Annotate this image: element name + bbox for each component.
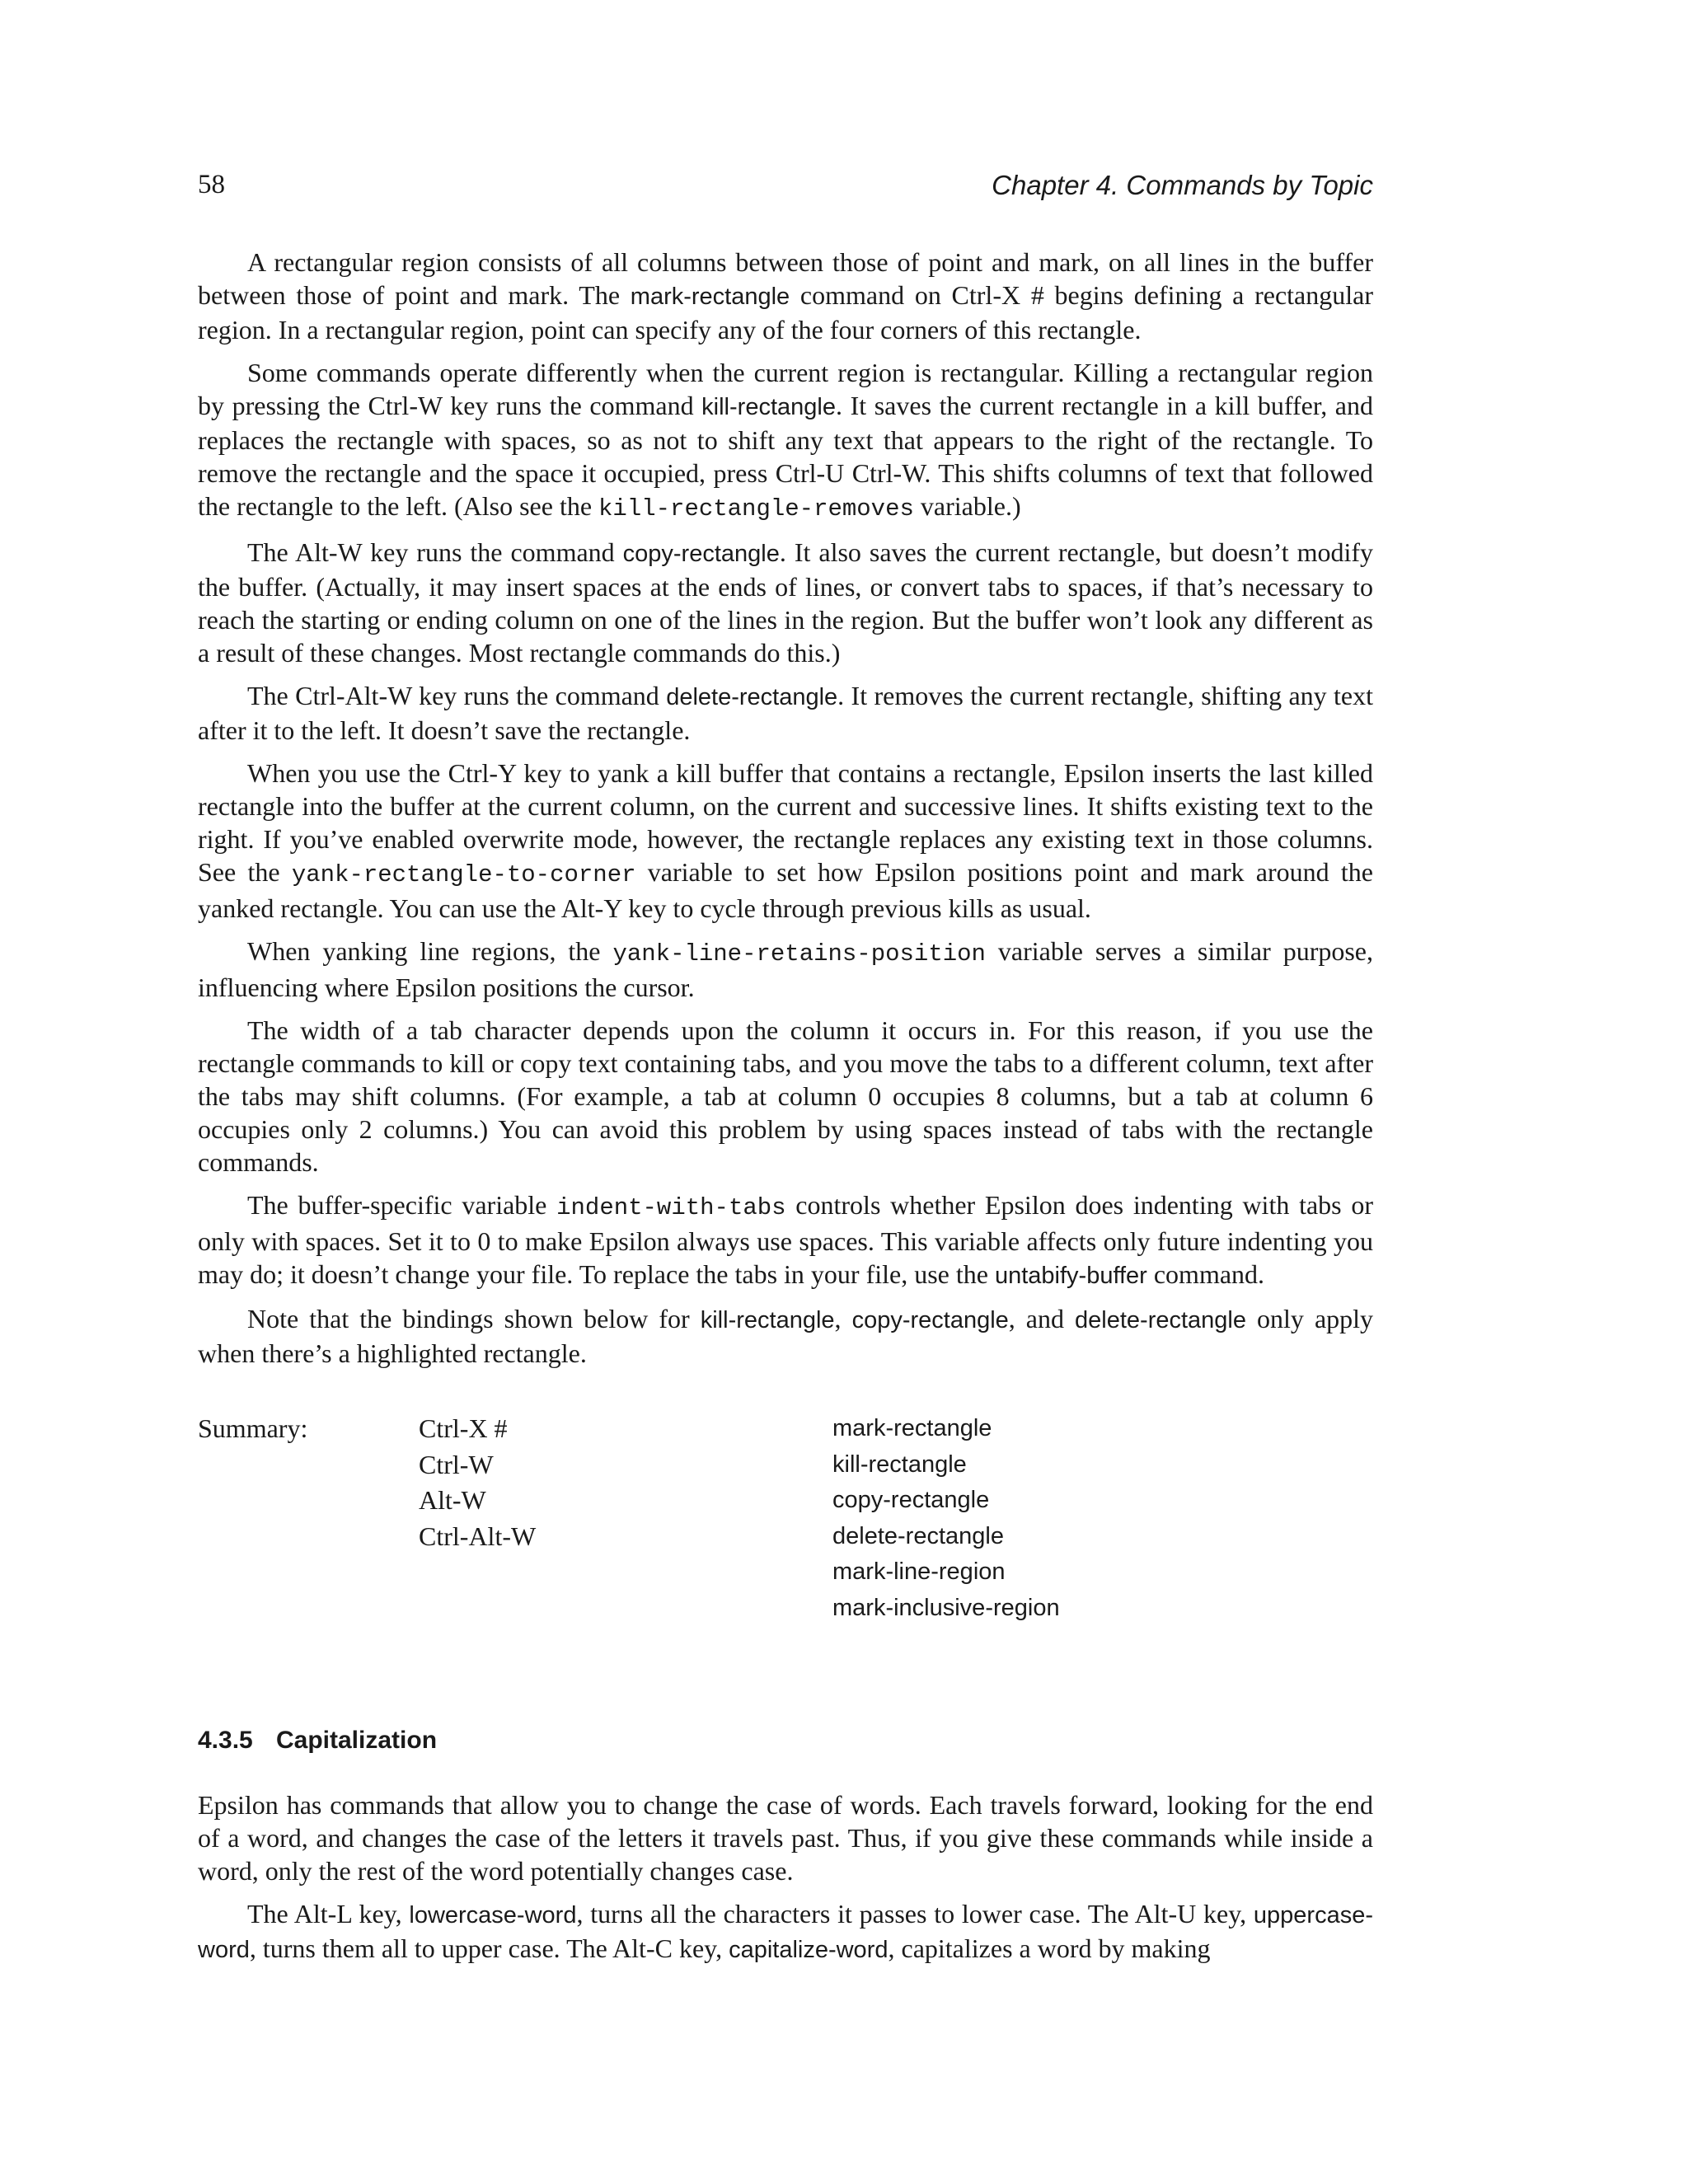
section-heading [198,1724,1373,1757]
text: . It saves the current rectangle in a kill buffer, and replaces the rectangle with spaces, so as not to shift any text that appears to the right of the rectangle. To remove the rectangle and the space it occupied, press Ctrl-U Ctrl-W. This shifts columns of text that followed the rectangle to the left. (Also see the [198,391,1374,521]
text: The width of a tab character depends upon the column it occurs in. For this reason, if you use the rectangle commands to kill or copy text containing tabs, and you move the tabs to a different column, text after the tabs may shift columns. (For example, a tab at column 0 occupies 8 columns, but a tab at column 6 occupies only 2 columns.) You can avoid this problem by using spaces instead of tabs with the rectangle commands. [198,1015,1373,1177]
paragraph-yank-line-regions [198,935,1373,1004]
text: , and [1008,1304,1076,1333]
text: variable serves a similar purpose, influencing where Epsilon positions the cursor. [198,936,1374,1002]
command-name: kill-rectangle [700,1307,835,1333]
text: command. [1146,1259,1265,1289]
text: The Alt-W key runs the command [247,537,623,567]
summary-key: Alt-W [419,1485,486,1515]
text: . It also saves the current rectangle, but doesn’t modify the buffer. (Actually, it may insert spaces at the ends of lines, or convert tabs to spaces, if that’s necessary to reach the starting or ending column on one of the lines in the region. But the buffer won’t look any different as a result of these changes. Most rectangle commands do this.) [198,537,1374,668]
text: only apply when there’s a highlighted rectangle. [198,1304,1374,1368]
summary-key: Ctrl-W [419,1449,494,1479]
paragraph-yank-rectangle [198,757,1373,925]
paragraph-copy-rectangle [198,536,1373,669]
variable-name: indent-with-tabs [556,1194,786,1221]
page-header [198,170,1373,206]
text: Some commands operate differently when the current region is rectangular. Killing a rectangular region by pressing the Ctrl-W key runs the command [198,358,1373,420]
text: . It removes the current rectangle, shifting any text after it to the left. It doesn’t save the rectangle. [198,681,1374,745]
paragraph-delete-rectangle [198,679,1373,747]
text: variable.) [913,491,1021,521]
page-number: 58 [198,170,225,199]
command-summary [198,1411,1373,1633]
text: , turns all the characters it passes to lower case. The Alt-U key, [576,1899,1254,1929]
paragraph-rectangular-region [198,246,1373,346]
paragraph-kill-rectangle [198,356,1373,526]
variable-name: yank-line-retains-position [612,940,986,968]
text: , turns them all to upper case. The Alt-C key, [249,1933,729,1963]
command-name: delete-rectangle [1075,1307,1247,1333]
summary-commands [832,1411,1060,1626]
command-name: capitalize-word [729,1937,889,1963]
paragraph-indent-with-tabs [198,1188,1373,1292]
command-name: lowercase-word [409,1902,577,1929]
command-name: uppercase-word [198,1902,1374,1963]
variable-name: yank-rectangle-to-corner [291,861,636,888]
summary-keys [419,1411,536,1554]
summary-command: mark-inclusive-region [832,1594,1060,1621]
summary-command: copy-rectangle [832,1487,990,1513]
text: controls whether Epsilon does indenting with tabs or only with spaces. Set it to 0 to make Epsilon always use spaces. This variable affects only future indenting you may do; it doesn’t change your file. To replace the tabs in your file, use the [198,1190,1373,1289]
text: When yanking line regions, the [247,936,613,966]
command-name: copy-rectangle [622,541,780,567]
summary-label: Summary: [198,1413,308,1443]
variable-name: kill-rectangle-removes [598,495,914,523]
paragraph-capitalization-intro [198,1788,1373,1887]
text: A rectangular region consists of all columns between those of point and mark, on all lines in the buffer between those of point and mark. The [198,247,1373,310]
text: Epsilon has commands that allow you to change the case of words. Each travels forward, looking for the end of a word, and changes the case of the letters it travels past. Thus, if you give these commands while inside a word, only the rest of the word potentially changes case. [198,1790,1373,1886]
command-name: mark-rectangle [630,284,790,310]
paragraph-case-commands [198,1897,1373,1966]
summary-command: mark-rectangle [832,1415,992,1441]
summary-command: delete-rectangle [832,1522,1004,1549]
section-number: 4.3.5 [198,1727,253,1754]
command-name: kill-rectangle [701,394,836,420]
text: Note that the bindings shown below for [247,1304,701,1333]
text: The Ctrl-Alt-W key runs the command [247,681,667,710]
text: variable to set how Epsilon positions point and mark around the yanked rectangle. You can use the Alt-Y key to cycle through previous kills as usual. [198,857,1374,923]
text: , [834,1304,852,1333]
summary-command: kill-rectangle [832,1451,967,1478]
summary-key: Ctrl-X # [419,1413,508,1443]
text: command on Ctrl-X # begins defining a rectangular region. In a rectangular region, point can specify any of the four corners of this rectangle. [198,280,1374,344]
text: The Alt-L key, [247,1899,410,1929]
chapter-title: Chapter 4. Commands by Topic [992,170,1373,200]
text: , capitalizes a word by making [888,1933,1211,1963]
summary-key: Ctrl-Alt-W [419,1521,537,1551]
summary-command: mark-line-region [832,1558,1006,1585]
text: The buffer-specific variable [247,1190,557,1220]
page-body [198,246,1373,1976]
command-name: delete-rectangle [666,684,838,710]
section-title: Capitalization [276,1727,438,1754]
command-name: untabify-buffer [994,1263,1147,1289]
paragraph-bindings-note [198,1302,1373,1370]
text: When you use the Ctrl-Y key to yank a kill buffer that contains a rectangle, Epsilon inserts the last killed rectangle into the buffer at the current column, on the current and successive lines. It shifts existing text to the right. If you’ve enabled overwrite mode, however, the rectangle replaces any existing text in those columns. See the [198,758,1373,887]
paragraph-tab-width [198,1014,1373,1179]
command-name: copy-rectangle [851,1307,1009,1333]
